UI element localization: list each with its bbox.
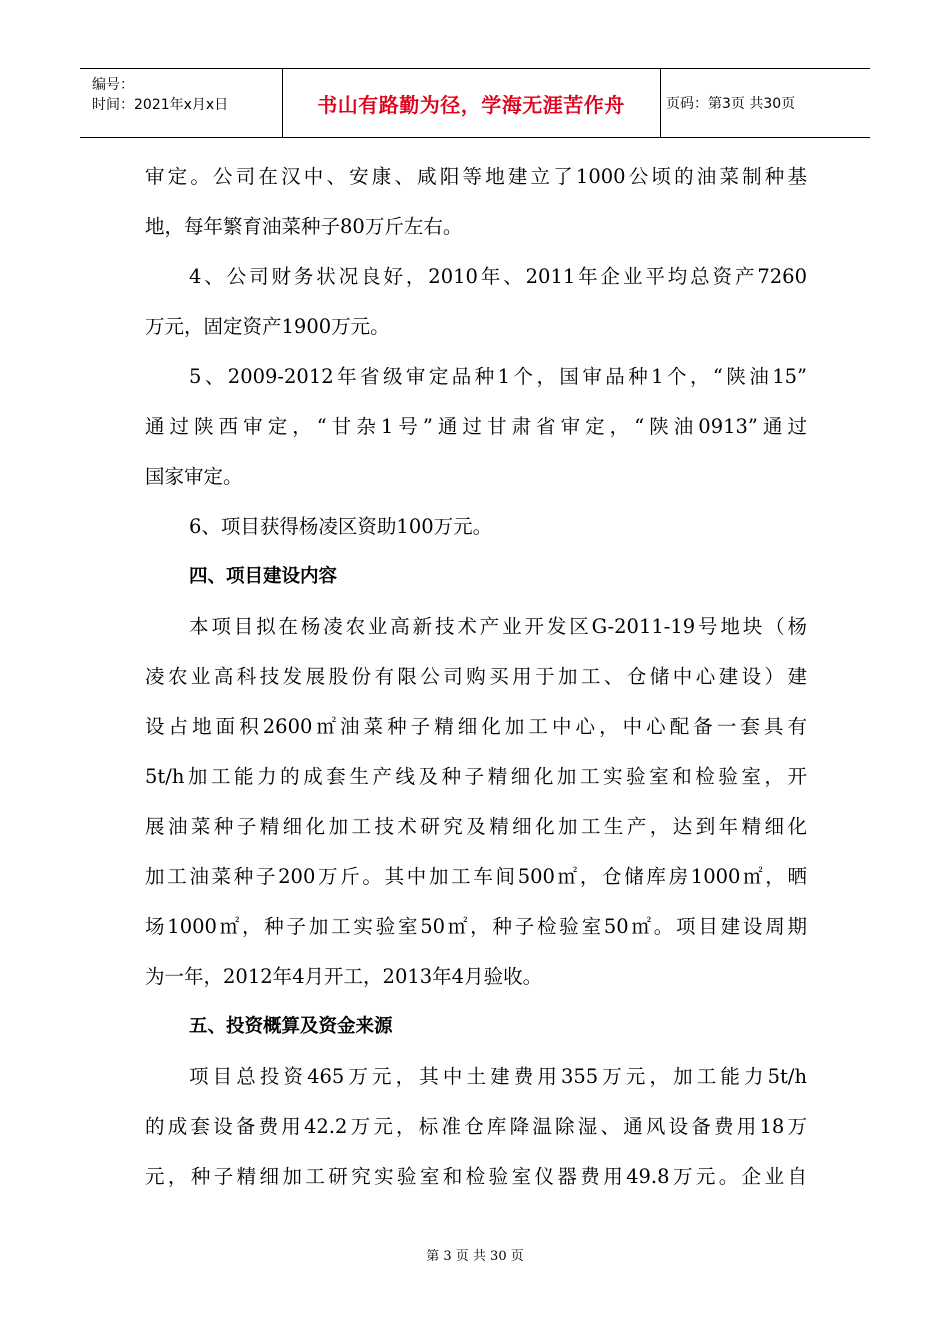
- page-footer: 第 3 页 共 30 页: [426, 1249, 524, 1264]
- body-line: 项目总投资465万元，其中土建费用355万元，加工能力5t/h: [189, 1065, 807, 1088]
- header-page-info: [666, 69, 870, 137]
- body-line: 本项目拟在杨凌农业高新技术产业开发区G-2011-19号地块（杨: [189, 615, 807, 638]
- body-line: 展油菜种子精细化加工技术研究及精细化加工生产，达到年精细化: [145, 815, 807, 838]
- body-line: 6、项目获得杨凌区资助100万元。: [189, 515, 493, 538]
- page-header: [80, 68, 870, 138]
- document-date-label: 时间：2021年x月x日: [92, 97, 229, 113]
- body-line: 的成套设备费用42.2万元，标准仓库降温除湿、通风设备费用18万: [145, 1115, 807, 1138]
- body-line: 加工油菜种子200万斤。其中加工车间500㎡，仓储库房1000㎡，晒: [145, 865, 807, 888]
- body-line: 5、2009-2012年省级审定品种1个，国审品种1个，“陕油15”: [189, 365, 807, 388]
- page-info-text: 页码：第3页 共30页: [666, 96, 796, 112]
- section-heading: 四、项目建设内容: [189, 566, 338, 587]
- body-line: 场1000㎡，种子加工实验室50㎡，种子检验室50㎡。项目建设周期: [145, 915, 807, 938]
- body-line: 国家审定。: [145, 465, 243, 488]
- body-line: 审定。公司在汉中、安康、咸阳等地建立了1000公顷的油菜制种基: [145, 165, 807, 188]
- header-meta: [80, 69, 282, 137]
- body-line: 凌农业高科技发展股份有限公司购买用于加工、仓储中心建设）建: [145, 665, 807, 688]
- body-line: 万元，固定资产1900万元。: [145, 315, 390, 338]
- header-motto: 书山有路勤为径，学海无涯苦作舟: [317, 92, 625, 117]
- body-line: 4、公司财务状况良好，2010年、2011年企业平均总资产7260: [189, 265, 807, 288]
- body-line: 为一年，2012年4月开工，2013年4月验收。: [145, 965, 543, 988]
- header-divider: [660, 69, 661, 137]
- document-body: [145, 152, 807, 1202]
- document-number-label: 编号：: [92, 77, 134, 93]
- body-line: 设占地面积2600㎡油菜种子精细化加工中心，中心配备一套具有: [145, 715, 807, 738]
- body-line: 通过陕西审定，“甘杂1号”通过甘肃省审定，“陕油0913”通过: [145, 415, 807, 438]
- body-line: 5t/h加工能力的成套生产线及种子精细化加工实验室和检验室，开: [145, 765, 807, 788]
- body-line: 地，每年繁育油菜种子80万斤左右。: [145, 215, 463, 238]
- body-line: 元，种子精细加工研究实验室和检验室仪器费用49.8万元。企业自: [145, 1165, 807, 1188]
- section-heading: 五、投资概算及资金来源: [189, 1016, 393, 1037]
